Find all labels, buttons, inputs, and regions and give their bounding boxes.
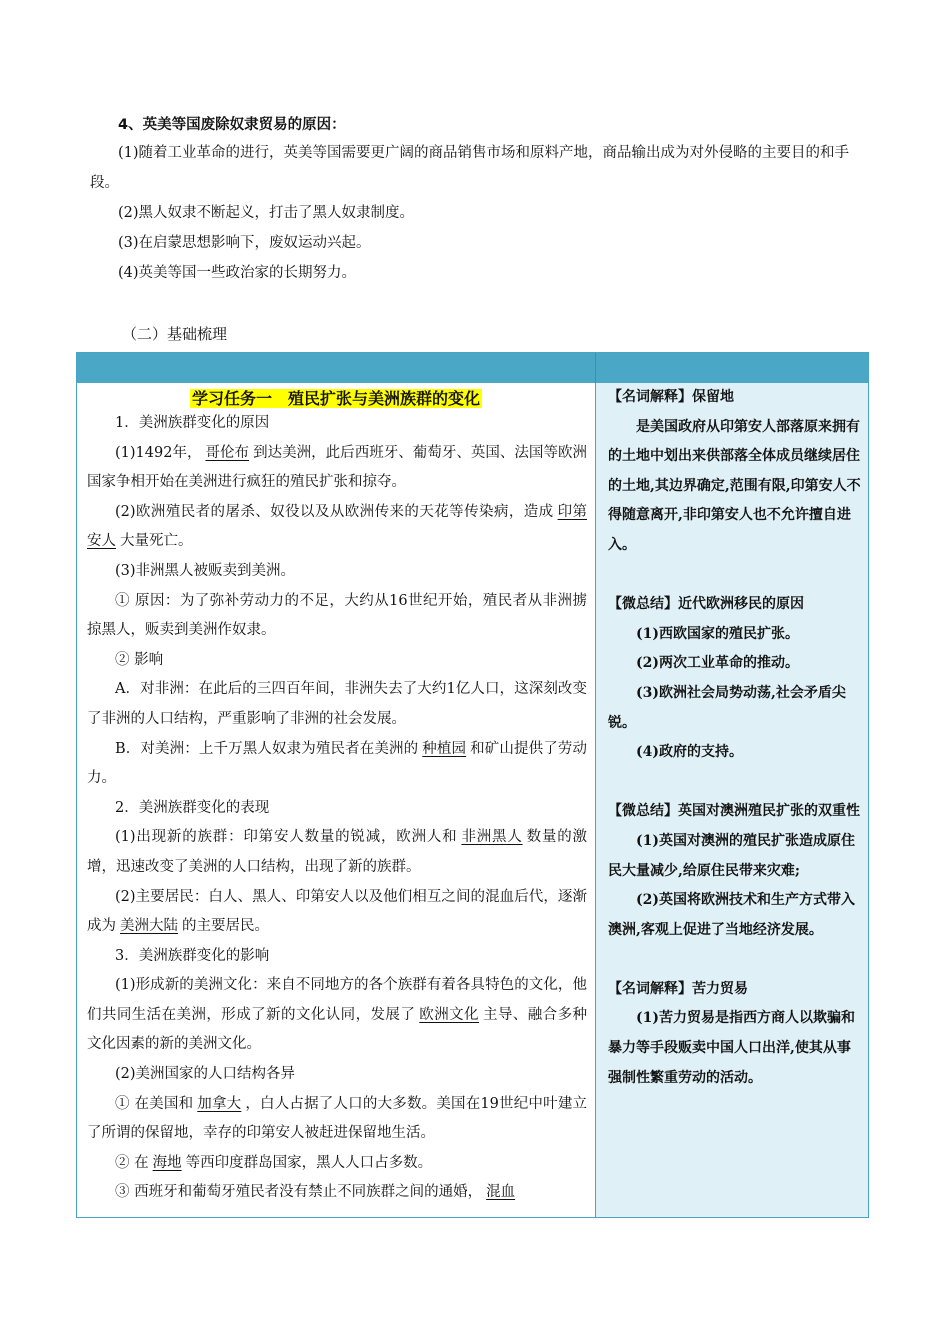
subheading: 3．美洲族群变化的影响 bbox=[115, 947, 270, 964]
section-heading: 4、英美等国废除奴隶贸易的原因： bbox=[118, 117, 346, 133]
paragraph: B．对美洲：上千万黑人奴隶为殖民者在美洲的 种植园 和矿山提供了劳动力。 bbox=[87, 740, 588, 787]
note-item: (3)欧洲社会局势动荡,社会矛盾尖锐。 bbox=[608, 684, 846, 731]
note-title: 【微总结】英国对澳洲殖民扩张的双重性 bbox=[608, 803, 860, 820]
note-item: (4)政府的支持。 bbox=[636, 744, 743, 761]
reason-item: (2)黑人奴隶不断起义，打击了黑人奴隶制度。 bbox=[118, 205, 415, 221]
paragraph: A．对非洲：在此后的三四百年间，非洲失去了大约1亿人口，这深刻改变了非洲的人口结构，严重影响了非洲的社会发展。 bbox=[87, 681, 587, 727]
intro-section bbox=[90, 112, 870, 288]
sidebar-notes bbox=[595, 383, 868, 1217]
note-item: (1)西欧国家的殖民扩张。 bbox=[636, 625, 799, 642]
fill-blank: 欧洲文化 bbox=[419, 1006, 479, 1023]
paragraph: (3)非洲黑人被贩卖到美洲。 bbox=[115, 562, 296, 579]
fill-blank: 种植园 bbox=[422, 740, 467, 757]
paragraph: ① 在美国和 加拿大 ，白人占据了人口的大多数。美国在19世纪中叶建立了所谓的保留地，幸存的印第安人被赶进保留地生活。 bbox=[87, 1095, 588, 1142]
paragraph: ② 在 海地 等西印度群岛国家，黑人人口占多数。 bbox=[115, 1154, 433, 1171]
paragraph: ② 影响 bbox=[115, 651, 164, 668]
section-subtitle: （二）基础梳理 bbox=[122, 325, 228, 343]
reason-item: (4)英美等国一些政治家的长期努力。 bbox=[118, 265, 357, 281]
note-title: 【名词解释】苦力贸易 bbox=[608, 980, 748, 997]
main-column bbox=[77, 383, 595, 1217]
fill-blank: 美洲大陆 bbox=[120, 918, 178, 935]
fill-blank: 哥伦布 bbox=[205, 444, 250, 461]
fill-blank: 加拿大 bbox=[197, 1095, 242, 1112]
subheading: 2．美洲族群变化的表现 bbox=[115, 799, 270, 816]
paragraph: (1)形成新的美洲文化：来自不同地方的各个族群有着各具特色的文化，他们共同生活在美洲，形成了新的文化认同，发展了 欧洲文化 主导、融合多种文化因素的新的美洲文化。 bbox=[87, 977, 587, 1053]
paragraph: (1)1492年， 哥伦布 到达美洲，此后西班牙、葡萄牙、英国、法国等欧洲国家争相开始在美洲进行疯狂的殖民扩张和掠夺。 bbox=[87, 444, 587, 491]
note-text: 是美国政府从印第安人部落原来拥有的土地中划出来供部落全体成员继续居住的土地,其边界确定,范围有限,印第安人不得随意离开,非印第安人也不允许擅自进入。 bbox=[608, 418, 861, 553]
paragraph: ① 原因：为了弥补劳动力的不足，大约从16世纪开始，殖民者从非洲掳掠黑人，贩卖到美洲作奴隶。 bbox=[87, 592, 587, 639]
note-item: (1)英国对澳洲的殖民扩张造成原住民大量减少,给原住民带来灾难; bbox=[608, 832, 855, 879]
paragraph: (2)主要居民：白人、黑人、印第安人以及他们相互之间的混血后代，逐渐成为 美洲大陆 的主要居民。 bbox=[87, 888, 587, 935]
paragraph: (2)欧洲殖民者的屠杀、奴役以及从欧洲传来的天花等传染病，造成 印第安人 大量死亡。 bbox=[87, 503, 587, 550]
fill-blank: 非洲黑人 bbox=[461, 829, 523, 846]
paragraph: ③ 西班牙和葡萄牙殖民者没有禁止不同族群之间的通婚， 混血 bbox=[77, 1178, 595, 1208]
task-title: 学习任务一 殖民扩张与美洲族群的变化 bbox=[191, 389, 480, 408]
table-header-bar bbox=[77, 353, 868, 383]
fill-blank: 印第安人 bbox=[87, 503, 587, 550]
subheading: 1．美洲族群变化的原因 bbox=[115, 415, 270, 431]
fill-blank: 混血 bbox=[486, 1184, 516, 1201]
paragraph: (2)美洲国家的人口结构各异 bbox=[115, 1066, 296, 1083]
fill-blank: 海地 bbox=[152, 1154, 182, 1171]
note-text: (1)苦力贸易是指西方商人以欺骗和暴力等手段贩卖中国人口出洋,使其从事强制性繁重劳动的活动。 bbox=[608, 1010, 855, 1086]
note-item: (2)英国将欧洲技术和生产方式带入澳洲,客观上促进了当地经济发展。 bbox=[608, 892, 855, 938]
note-title: 【微总结】近代欧洲移民的原因 bbox=[608, 596, 804, 613]
note-item: (2)两次工业革命的推动。 bbox=[636, 655, 799, 672]
summary-table bbox=[76, 352, 869, 1218]
paragraph: (1)出现新的族群：印第安人数量的锐减，欧洲人和 非洲黑人 数量的激增，迅速改变了美洲的人口结构，出现了新的族群。 bbox=[87, 829, 587, 875]
reason-item: (1)随着工业革命的进行，英美等国需要更广阔的商品销售市场和原料产地，商品输出成为对外侵略的主要目的和手段。 bbox=[90, 145, 850, 191]
reason-item: (3)在启蒙思想影响下，废奴运动兴起。 bbox=[118, 235, 371, 251]
note-title: 【名词解释】保留地 bbox=[608, 389, 734, 405]
